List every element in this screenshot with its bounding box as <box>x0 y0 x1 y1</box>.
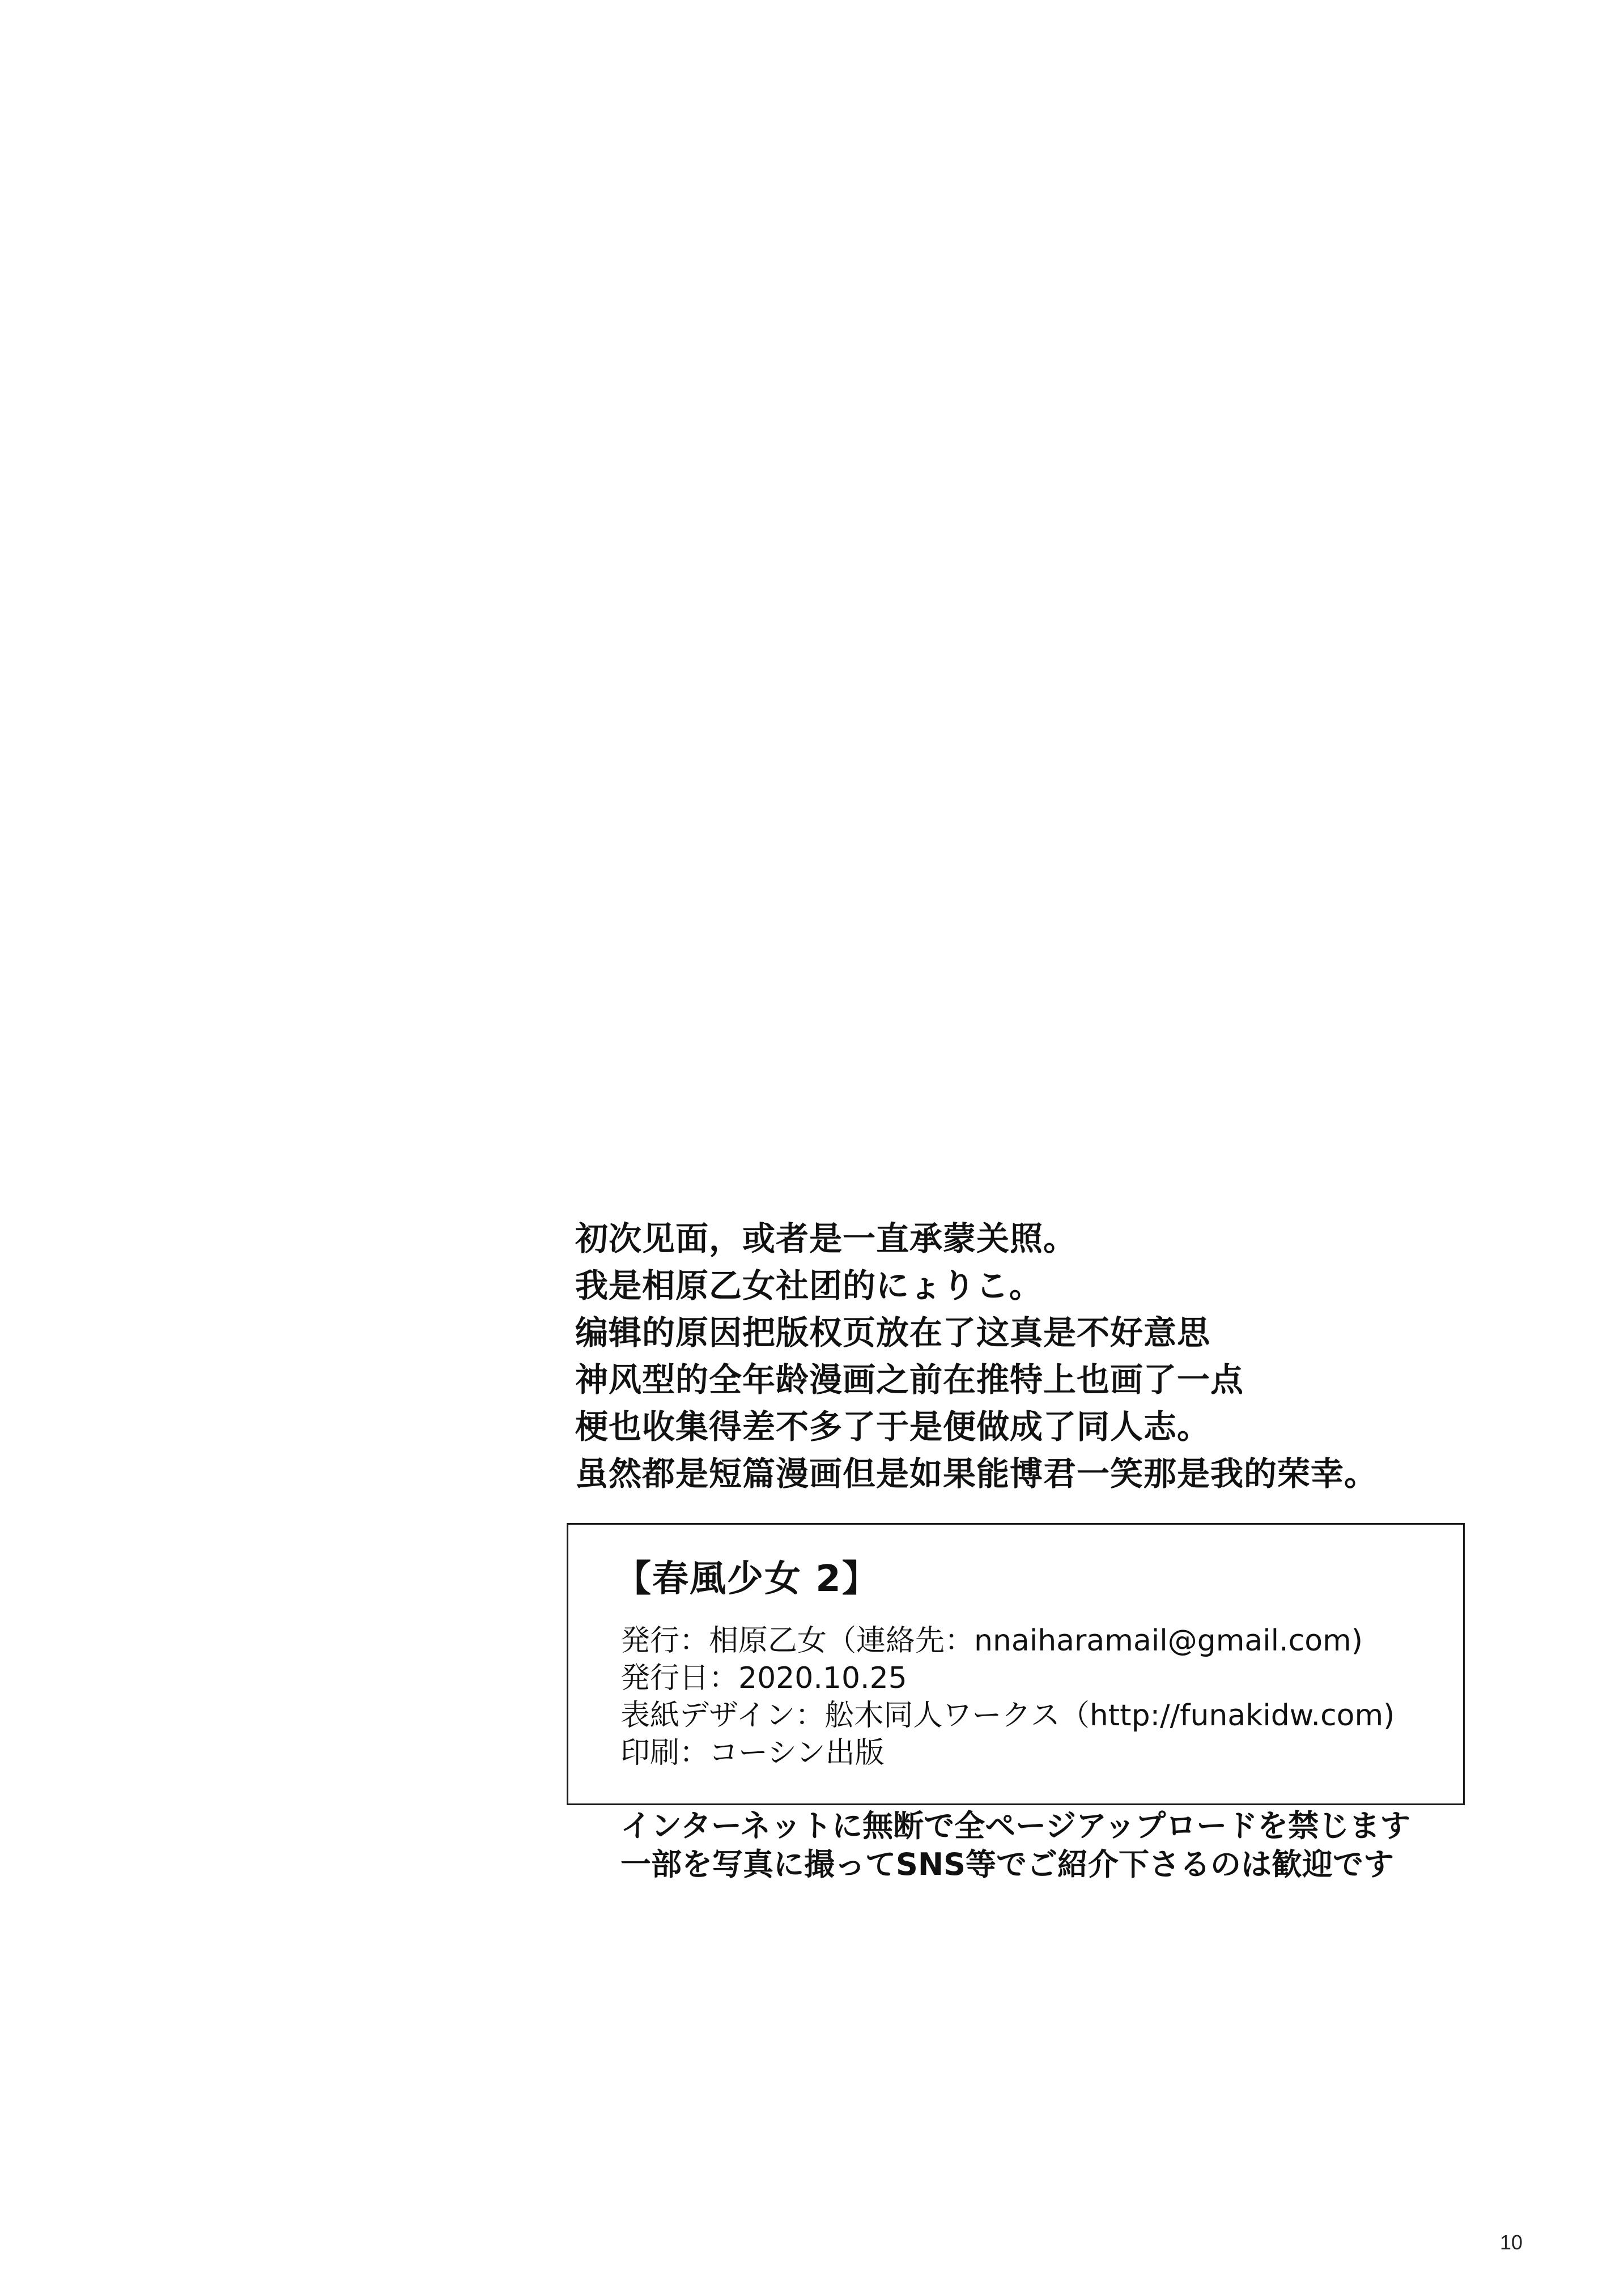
publisher-line: 発行：相原乙女（連絡先：nnaiharamail@gmail.com) <box>620 1624 1363 1658</box>
cover-design-line: 表紙デザイン：舩木同人ワークス（http://funakidw.com) <box>620 1699 1395 1733</box>
note-line: 初次见面，或者是一直承蒙关照。 <box>575 1219 1077 1258</box>
page-number: 10 <box>1500 2231 1523 2254</box>
copyright-notice <box>620 1807 1410 1884</box>
note-line: 编辑的原因把版权页放在了这真是不好意思 <box>575 1313 1211 1352</box>
publish-date-line: 発行日：2020.10.25 <box>620 1661 907 1695</box>
colophon-info <box>620 1622 1395 1772</box>
printing-line: 印刷：コーシン出版 <box>620 1736 885 1770</box>
note-line: 神风型的全年龄漫画之前在推特上也画了一点 <box>575 1360 1244 1399</box>
upload-prohibition-notice: インターネットに無断で全ページアップロードを禁じます <box>620 1808 1411 1844</box>
sns-welcome-notice: 一部を写真に撮ってSNS等でご紹介下さるのは歓迎です <box>620 1847 1394 1882</box>
afterword-note <box>575 1215 1510 1498</box>
note-line: 我是相原乙女社团的にょりこ。 <box>575 1266 1043 1305</box>
colophon-title: 【春風少女 2】 <box>615 1558 879 1600</box>
note-line: 梗也收集得差不多了于是便做成了同人志。 <box>575 1407 1211 1446</box>
colophon-box <box>567 1523 1465 1882</box>
note-line: 虽然都是短篇漫画但是如果能博君一笑那是我的荣幸。 <box>575 1454 1378 1493</box>
